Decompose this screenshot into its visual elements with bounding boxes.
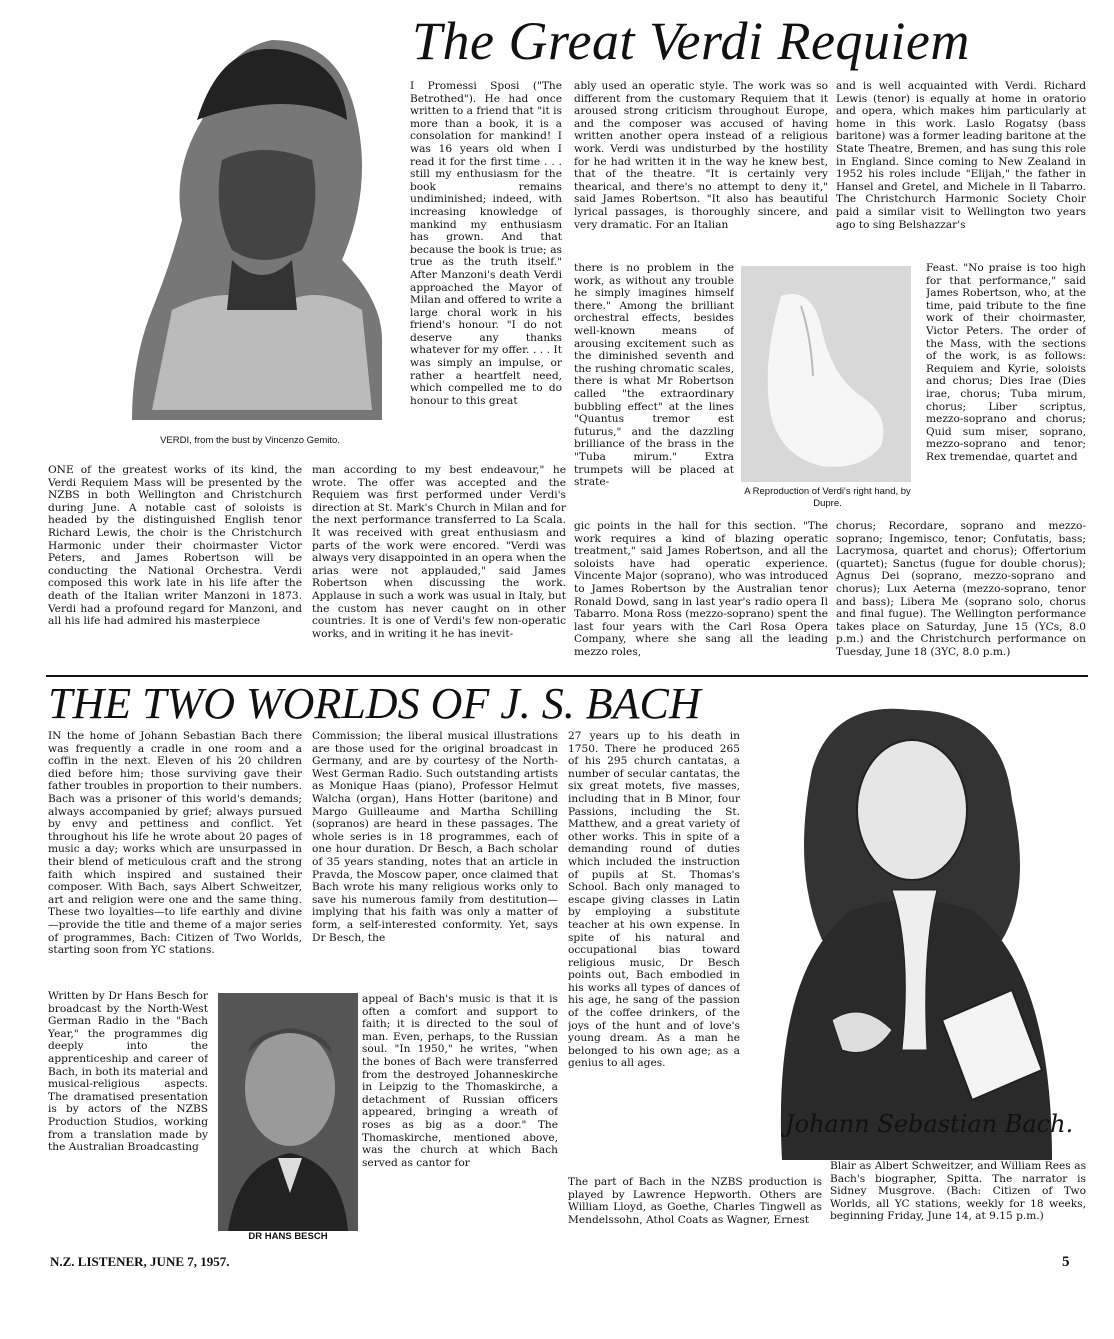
hans-besch-caption: DR HANS BESCH	[248, 1231, 328, 1242]
verdi-column-f: chorus; Recordare, soprano and mezzo-soprano; Ingemisco, tenor; Confutatis, bass; Lacrymosa, quartet and chorus); Offertorium (quartet); Sanctus (fugue for double chorus); Agnus Dei (soprano, mezzo-soprano and chorus); Lux Aeterna (mezzo-soprano, tenor and bass); Libera Me (soprano solo, chorus and final fugue). The Wellington performance takes place on Saturday, June 15 (YCs, 8.0 p.m.) and the Christchurch performance on Tuesday, June 18 (3YC, 8.0 p.m.)	[836, 520, 1086, 658]
verdi-column-d: man according to my best endeavour," he wrote. The offer was accepted and the Requiem was first performed under Verdi's direction at St. Mark's Church in Milan and for the next performance transferred to La Scala. It was received with great enthusiasm and parts of the work were encored. "Verdi was always very disappointed in an opera when the arias were not applauded," said James Robertson when discussing the work. Applause in such a work was usual in Italy, but the custom has never caught on in other countries. It is one of Verdi's few non-operatic works, and in writing it he has inevit-	[312, 464, 566, 640]
bach-portrait-image	[752, 690, 1072, 1160]
bach-column-b: Commission; the liberal musical illustrations are those used for the original broadcast in Germany, and are by courtesy of the North-West German Radio. Such outstanding artists as Monique Haas (piano), Professor Helmut Walcha (organ), Hans Hotter (baritone) and Margo Guilleaume and Martha Schilling (sopranos) are heard in these passages. The whole series is in 18 programmes, each of one hour duration. Dr Besch, a Bach scholar of 35 years standing, notes that an article in Pravda, the Moscow paper, once claimed that Bach wrote his many religious works only to save his numerous family from destitution—implying that his faith was only a matter of form, a self-interested conformity. Yet, says Dr Besch, the	[312, 730, 558, 944]
bach-column-a-continued: Written by Dr Hans Besch for broadcast by the North-West German Radio in the "Bach Year," the programmes dig deeply into the apprenticeship and career of Bach, in both its material and musical-religious aspects. The dramatised presentation is by actors of the NZBS Production Studios, working from a translation made by the Australian Broadcasting	[48, 990, 208, 1154]
hans-besch-photo	[218, 993, 358, 1231]
verdi-hand-image	[741, 266, 911, 482]
verdi-column-b: ably used an operatic style. The work was so different from the customary Requiem that it aroused strong criticism throughout Europe, and the composer was accused of having written another opera instead of a religious work. Verdi was undisturbed by the hostility for he had written it in the way he knew best, that of the theatre. "It is certainly very thearical, and there's no attempt to deny it," said James Robertson. "It also has beautiful lyrical passages, is thoroughly sincere, and very dramatic. For an Italian	[574, 80, 828, 231]
verdi-column-a: I Promessi Sposi ("The Betrothed"). He had once written to a friend that "it is more than a book, it is a consolation for mankind! I was 16 years old when I read it for the first time . . . still my enthusiasm for the book remains undiminished; indeed, with increasing knowledge of mankind my enthusiasm has grown. And that because the book is true; as true as the truth itself." After Manzoni's death Verdi approached the Mayor of Milan and offered to write a large choral work in his friend's honour. "I do not deserve any thanks whatever for my offer. . . . It was simply an impulse, or rather a heartfelt need, which compelled me to do honour to this great	[410, 80, 562, 407]
bach-column-c: 27 years up to his death in 1750. There he produced 265 of his 295 church cantatas, a number of secular cantatas, the six great motets, five masses, including that in B Minor, four Passions, including the St. Matthew, and a great variety of other works. This in spite of a demanding round of duties which included the instruction of pupils at St. Thomas's School. Bach only managed to escape giving classes in Latin by employing a substitute teacher at his own expense. In spite of his natural and occupational bias toward religious music, Dr Besch points out, Bach embodied in his works all types of dances of his age, he sang of the passion of the coffee drinkers, of the joys of the hunt and of love's young dream. As a man he belonged to his own age; as a genius to all ages.	[568, 730, 740, 1070]
bach-column-a: IN the home of Johann Sebastian Bach there was frequently a cradle in one room and a coffin in the next. Eleven of his 20 children died before him; those surviving gave their father troubles in proportion to their numbers. Bach was a prisoner of this world's demands; always accompanied by grief; always pursued by envy and pettiness and conflict. Yet throughout his life he wrote about 20 pages of music a day; works which are unsurpassed in their blend of meticulous craft and the strong faith which inspired and sustained their composer. With Bach, says Albert Schweitzer, art and religion were one and the same thing. These two loyalties—to life earthly and divine—provide the title and theme of a major series of programmes, Bach: Citizen of Two Worlds, starting soon from YC stations.	[48, 730, 302, 957]
bach-headline: THE TWO WORLDS OF J. S. BACH	[48, 679, 701, 728]
verdi-column-b-continued: there is no problem in the work, as without any trouble he simply imagines himself there." Among the brilliant orchestral effects, besides well-known means of arousing excitement such as the diminished seventh and the rushing chromatic scales, there is what Mr Robertson called "the extraordinary bubbling effect" at the lines "Quantus tremor est futurus," and the dazzling brilliance of the brass in the "Tuba mirum." Extra trumpets will be placed at strate-	[574, 262, 734, 489]
verdi-column-e: gic points in the hall for this section. "The work requires a kind of blazing operatic treatment," said James Robertson, and all the soloists have had operatic experience. Vincente Major (soprano), who was introduced to James Robertson by the Australian tenor Ronald Dowd, sang in last year's radio opera Il Tabarro. Mona Ross (mezzo-soprano) spent the last four years with the Carl Rosa Opera Company, where she sang all the leading mezzo roles,	[574, 520, 828, 658]
verdi-hand-caption: A Reproduction of Verdi's right hand, by Dupre.	[744, 486, 911, 509]
bach-column-e: Blair as Albert Schweitzer, and William Rees as Bach's biographer, Spitta. The narrator is Sidney Musgrove. (Bach: Citizen of Two Worlds, all YC stations, weekly for 18 weeks, beginning Friday, June 14, at 9.15 p.m.)	[830, 1160, 1086, 1223]
verdi-intro-column: ONE of the greatest works of its kind, the Verdi Requiem Mass will be presented by the NZBS in both Wellington and Christchurch during June. A notable cast of soloists is headed by the distinguished English tenor Richard Lewis, the choir is the Christchurch Harmonic under their choirmaster Victor Peters, and James Robertson will be conducting the National Orchestra. Verdi composed this work late in his life after the death of the Italian writer Manzoni in 1873. Verdi had a profound regard for Manzoni, and all his life had admired his masterpiece	[48, 464, 302, 628]
verdi-column-c-continued: Feast. "No praise is too high for that performance," said James Robertson, who, at the time, paid tribute to the fine work of their choirmaster, Victor Peters. The order of the Mass, with the sections of the work, is as follows: Requiem and Kyrie, soloists and chorus; Dies Irae (Dies irae, chorus; Tuba mirum, chorus; Liber scriptus, mezzo-soprano and chorus; Quid sum miser, soprano, mezzo-soprano and tenor; Rex tremendae, quartet and	[926, 262, 1086, 463]
verdi-bust-caption: VERDI, from the bust by Vincenzo Gemito.	[160, 435, 340, 446]
verdi-bust-image	[112, 10, 394, 430]
verdi-headline: The Great Verdi Requiem	[412, 11, 970, 71]
page-number: 5	[1062, 1254, 1070, 1270]
bach-column-b-continued: appeal of Bach's music is that it is often a comfort and support to faith; it is directed to the soul of man. Even, perhaps, to the Russian soul. "In 1950," he writes, "when the bones of Bach were transferred from the destroyed Johanneskirche in Leipzig to the Thomaskirche, a detachment of Russian officers appeared, bringing a wreath of roses as big as a door." The Thomaskirche, mentioned above, was the church at which Bach served as cantor for	[362, 993, 558, 1169]
bach-column-d: The part of Bach in the NZBS production is played by Lawrence Hepworth. Others are William Lloyd, as Goethe, Charles Tingwell as Mendelssohn, Athol Coats as Wagner, Ernest	[568, 1176, 822, 1226]
verdi-column-c: and is well acquainted with Verdi. Richard Lewis (tenor) is equally at home in oratorio and opera, which makes him particularly at home in this work. Laslo Rogatsy (bass baritone) was a former leading baritone at the State Theatre, Bremen, and has sung this role in England. Since coming to New Zealand in 1952 his roles include "Elijah," the father in Hansel and Gretel, and Michele in Il Tabarro. The Christchurch Harmonic Society Choir paid a similar visit to Wellington two years ago to sing Belshazzar's	[836, 80, 1086, 231]
section-divider	[46, 675, 1088, 677]
bach-signature: Johann Sebastian Bach.	[785, 1110, 1074, 1138]
publication-footer: N.Z. LISTENER, JUNE 7, 1957.	[50, 1254, 230, 1269]
